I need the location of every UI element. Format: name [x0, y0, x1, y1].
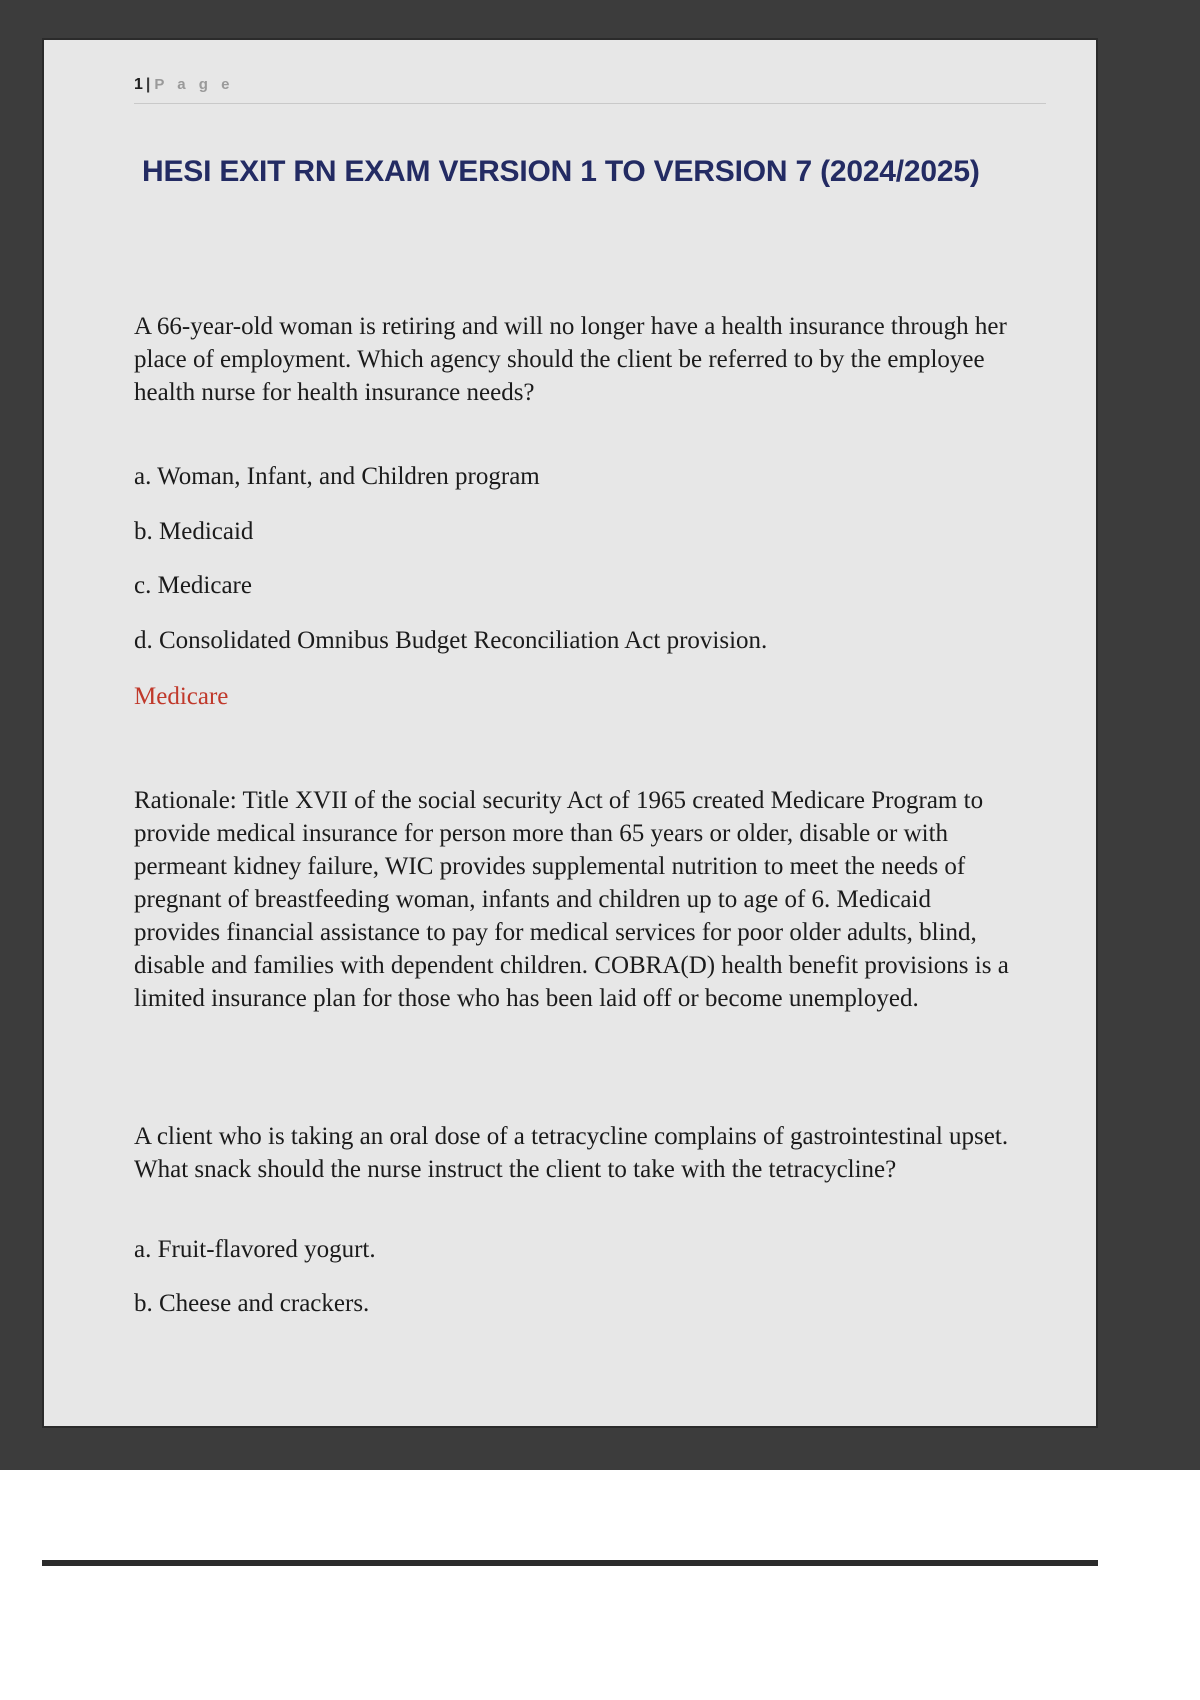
page-label: P a g e — [154, 76, 234, 93]
page-content — [44, 40, 1096, 1426]
option-a: a. Fruit-flavored yogurt. — [134, 1235, 376, 1263]
next-page-top-edge — [42, 1560, 1098, 1566]
question-2-stem: A client who is taking an oral dose of a tetracycline complains of gastrointestinal upset. What snack should the nurse instruct the client to take with the tetracycline? — [134, 1122, 1009, 1183]
option-c: c. Medicare — [134, 572, 252, 599]
question-1-answer: Medicare — [134, 683, 229, 710]
document-page-1 — [42, 38, 1098, 1428]
page-number: 1 — [134, 76, 144, 93]
question-1-options — [134, 461, 1050, 657]
question-1-rationale: Rationale: Title XVII of the social security Act of 1965 created Medicare Program to provide medical insurance for person more than 65 years or older, disable or with permeant kidney failure, WIC provides supplemental nutrition to meet the needs of pregnant of breastfeeding woman, infants and children up to age of 6. Medicaid provides financial assistance to pay for medical services for poor older adults, blind, disable and families with dependent children. COBRA(D) health benefit provisions is a limited insurance plan for those who has been laid off or become unemployed. — [134, 786, 1009, 1012]
option-b: b. Cheese and crackers. — [134, 1290, 370, 1317]
question-1-stem: A 66-year-old woman is retiring and will no longer have a health insurance through her place of employment. Which agency should the client be referred to by the employee health nurse for health insurance needs? — [134, 313, 1007, 406]
running-header — [134, 76, 1046, 104]
page-title: HESI EXIT RN EXAM VERSION 1 TO VERSION 7 (2024/2025) — [142, 155, 980, 188]
option-d: d. Consolidated Omnibus Budget Reconciliation Act provision. — [134, 626, 768, 654]
option-b: b. Medicaid — [134, 517, 254, 545]
header-separator: | — [145, 76, 151, 93]
option-a: a. Woman, Infant, and Children program — [134, 463, 540, 490]
question-2-options — [134, 1234, 1050, 1321]
